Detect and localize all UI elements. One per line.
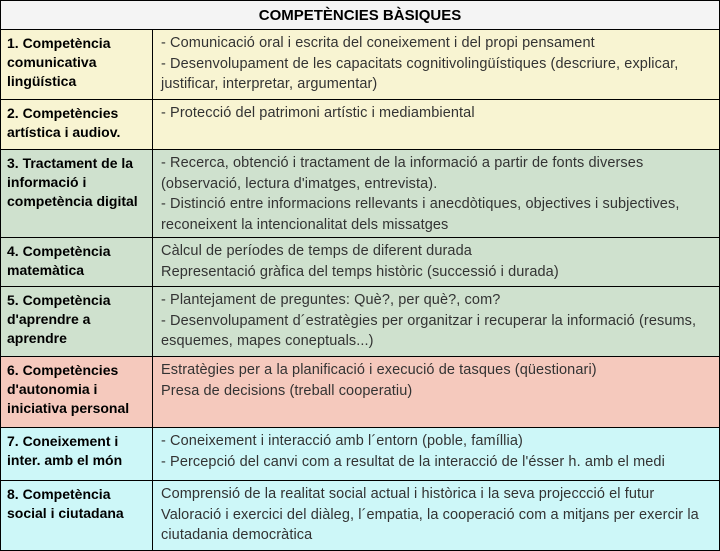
competency-row-1 (1, 30, 720, 100)
description-item: - Plantejament de preguntes: Què?, per què?, com? (161, 292, 501, 308)
title-row (1, 1, 720, 30)
description-item: - Desenvolupament d´estratègies per organitzar i recuperar la informació (resums, esquemes, mapes coneptuals...) (161, 312, 697, 349)
description-item: Estratègies per a la planificació i execució de tasques (qüestionari) (161, 362, 597, 378)
competency-name: 3. Tractament de la informació i competència digital (1, 150, 153, 238)
competency-description (153, 287, 720, 357)
table-title: COMPETÈNCIES BÀSIQUES (1, 1, 720, 30)
description-item: - Recerca, obtenció i tractament de la informació a partir de fonts diverses (observació, lectura d'imatges, entrevista). (161, 155, 644, 192)
competency-row-2 (1, 100, 720, 150)
description-item: Presa de decisions (treball cooperatiu) (161, 382, 413, 399)
competency-row-7 (1, 428, 720, 481)
competency-name: 2. Competències artística i audiov. (1, 100, 153, 150)
description-item: Comprensió de la realitat social actual i històrica i la seva projeccció el futur (161, 486, 655, 502)
competency-name: 1. Competència comunicativa lingüística (1, 30, 153, 100)
competency-name: 6. Competències d'autonomia i iniciativa personal (1, 357, 153, 428)
description-item: - Desenvolupament de les capacitats cognitivolingüístiques (descriure, explicar, justificar, interpretar, argumentar) (161, 55, 679, 92)
competency-description (153, 30, 720, 100)
competency-name: 8. Competència social i ciutadana (1, 481, 153, 551)
competency-name: 5. Competència d'aprendre a aprendre (1, 287, 153, 357)
competency-row-8 (1, 481, 720, 551)
competency-description (153, 150, 720, 238)
competency-description (153, 481, 720, 551)
description-item: - Protecció del patrimoni artístic i mediambiental (161, 105, 475, 121)
competency-row-6 (1, 357, 720, 428)
competency-row-5 (1, 287, 720, 357)
competency-name: 7. Coneixement i inter. amb el món (1, 428, 153, 481)
description-item: - Distinció entre informacions rellevants i anecdòtiques, objectives i subjectives, reconeixent la intencionalitat dels missatges (161, 196, 680, 233)
description-item: Càlcul de períodes de temps de diferent durada (161, 243, 472, 259)
competency-description (153, 238, 720, 287)
competency-row-3 (1, 150, 720, 238)
description-item: - Percepció del canvi com a resultat de la interacció de l'ésser h. amb el medi (161, 453, 665, 470)
competency-name: 4. Competència matemàtica (1, 238, 153, 287)
description-item: Valoració i exercici del diàleg, l´empatia, la cooperació com a mitjans per exercir la ciutadania democràtica (161, 506, 699, 543)
description-item: - Coneixement i interacció amb l´entorn (poble, famíllia) (161, 433, 523, 449)
competency-description (153, 357, 720, 428)
competency-row-4 (1, 238, 720, 287)
competency-description (153, 100, 720, 150)
description-item: Representació gràfica del temps històric (successió i durada) (161, 263, 559, 280)
competency-description (153, 428, 720, 481)
description-item: - Comunicació oral i escrita del coneixement i del propi pensament (161, 35, 595, 51)
